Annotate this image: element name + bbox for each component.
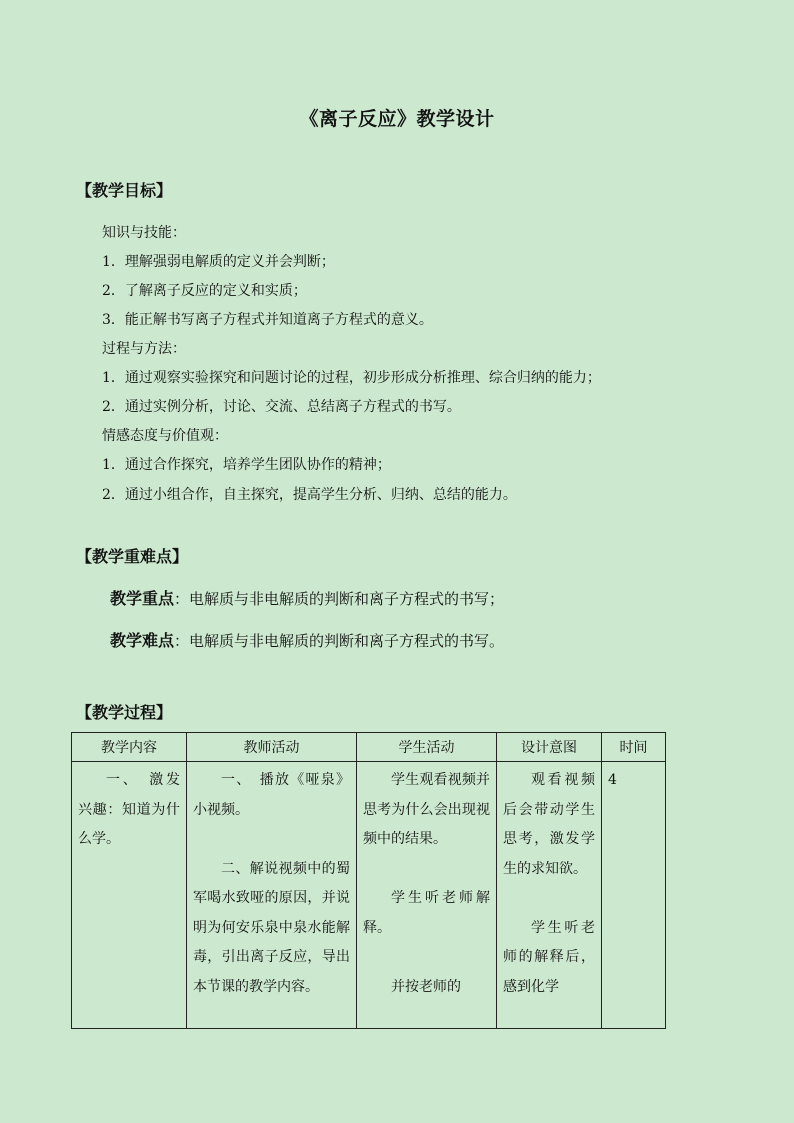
objective-line: 1．通过合作探究，培养学生团队协作的精神； [102,457,391,473]
objectives-heading: 【教学目标】 [76,181,173,200]
process-table [71,732,666,1029]
teaching-difficulty [110,628,504,651]
column-header: 教师活动 [187,733,357,762]
page-title: 《离子反应》教学设计 [299,108,495,130]
column-header: 教学内容 [72,733,187,762]
objective-line: 情感态度与价值观： [102,428,228,444]
objective-line: 2．了解离子反应的定义和实质； [102,283,307,299]
objective-line: 3．能正解书写离子方程式并知道离子方程式的意义。 [102,312,433,328]
process-heading: 【教学过程】 [76,703,173,722]
time-cell: 4 [602,762,666,1029]
objective-line: 2．通过实例分析，讨论、交流、总结离子方程式的书写。 [102,399,461,415]
column-header: 设计意图 [497,733,602,762]
content-cell: 一、 激发兴趣：知道为什么学。 [72,762,187,1029]
key-points-heading: 【教学重难点】 [76,547,189,566]
teaching-focus-text: ：电解质与非电解质的判断和离子方程式的书写； [174,590,505,608]
teacher-activity-cell: 一、 播放《哑泉》小视频。 二、解说视频中的蜀军喝水致哑的原因，并说明为何安乐泉中泉水能解毒，引出离子反应，导出本节课的教学内容。 [187,762,357,1029]
table-row [72,762,666,1029]
student-activity-cell: 学生观看视频并思考为什么会出现视频中的结果。 学生听老师解释。 并按老师的 [357,762,497,1029]
objective-line: 1．通过观察实验探究和问题讨论的过程，初步形成分析推理、综合归纳的能力； [102,370,601,386]
teaching-focus-label: 教学重点 [110,589,175,608]
design-intent-cell: 观看视频后会带动学生思考，激发学生的求知欲。 学生听老师的解释后，感到化学 [497,762,602,1029]
teaching-difficulty-label: 教学难点 [110,631,175,650]
teaching-difficulty-text: ：电解质与非电解质的判断和离子方程式的书写。 [174,632,505,650]
teaching-focus [110,586,504,609]
column-header: 学生活动 [357,733,497,762]
objective-line: 2．通过小组合作，自主探究，提高学生分析、归纳、总结的能力。 [102,487,517,503]
table-header-row [72,733,666,762]
column-header: 时间 [602,733,666,762]
objective-line: 1．理解强弱电解质的定义并会判断； [102,254,335,270]
objective-line: 过程与方法： [102,341,186,357]
objective-line: 知识与技能： [102,225,186,241]
